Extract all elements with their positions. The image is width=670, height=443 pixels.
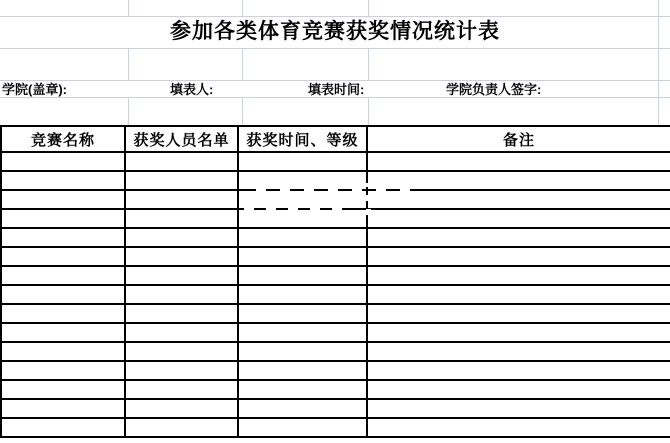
table-cell[interactable] <box>368 191 670 210</box>
table-cell[interactable] <box>2 362 126 381</box>
gridline-vertical <box>242 48 243 80</box>
table-cell[interactable] <box>2 191 126 210</box>
table-cell[interactable] <box>126 210 239 229</box>
table-cell[interactable] <box>2 343 126 362</box>
table-cell[interactable] <box>368 362 670 381</box>
table-cell[interactable] <box>239 324 368 343</box>
table-cell[interactable] <box>126 267 239 286</box>
table-cell[interactable] <box>239 419 368 438</box>
table-cell[interactable] <box>2 229 126 248</box>
table-cell[interactable] <box>368 248 670 267</box>
table-cell[interactable] <box>368 172 670 191</box>
table-cell[interactable] <box>239 248 368 267</box>
table-cell[interactable] <box>126 286 239 305</box>
table-cell[interactable] <box>2 267 126 286</box>
gridline-horizontal <box>0 48 670 49</box>
table-header-cell[interactable]: 获奖时间、等级 <box>239 127 368 153</box>
table-cell[interactable] <box>368 210 670 229</box>
table-cell[interactable] <box>239 362 368 381</box>
table-cell[interactable] <box>239 267 368 286</box>
table-header-cell[interactable]: 获奖人员名单 <box>126 127 239 153</box>
table-cell[interactable] <box>2 400 126 419</box>
table-header-cell[interactable]: 备注 <box>368 127 670 153</box>
table-cell[interactable] <box>2 172 126 191</box>
table-cell[interactable] <box>239 400 368 419</box>
table-cell[interactable] <box>368 419 670 438</box>
table-cell[interactable] <box>239 305 368 324</box>
table-cell[interactable] <box>239 153 368 172</box>
table-cell[interactable] <box>2 153 126 172</box>
gridline-vertical <box>128 0 129 16</box>
table-cell[interactable] <box>126 229 239 248</box>
table-cell[interactable] <box>368 381 670 400</box>
table-cell[interactable] <box>2 248 126 267</box>
table-cell[interactable] <box>126 419 239 438</box>
table-cell[interactable] <box>239 210 368 229</box>
table-cell[interactable] <box>126 172 239 191</box>
gridline-horizontal <box>0 97 670 98</box>
gridline-horizontal <box>0 80 670 81</box>
college-seal-label: 学院(盖章): <box>2 82 67 97</box>
watermark-artifact <box>366 183 371 215</box>
table-cell[interactable] <box>368 305 670 324</box>
table-cell[interactable] <box>368 400 670 419</box>
table-cell[interactable] <box>368 286 670 305</box>
table-cell[interactable] <box>126 248 239 267</box>
table-cell[interactable] <box>126 324 239 343</box>
watermark-artifact <box>232 207 344 212</box>
table-cell[interactable] <box>126 362 239 381</box>
signature-label: 学院负责人签字: <box>446 82 542 97</box>
table-cell[interactable] <box>368 324 670 343</box>
table-cell[interactable] <box>126 153 239 172</box>
gridline-vertical <box>368 97 369 125</box>
fill-time-label: 填表时间: <box>308 82 365 97</box>
table-cell[interactable] <box>2 210 126 229</box>
table-cell[interactable] <box>2 324 126 343</box>
table-cell[interactable] <box>2 286 126 305</box>
awards-table <box>0 125 670 438</box>
table-cell[interactable] <box>239 381 368 400</box>
table-cell[interactable] <box>126 381 239 400</box>
table-cell[interactable] <box>126 343 239 362</box>
table-cell[interactable] <box>239 229 368 248</box>
table-cell[interactable] <box>2 305 126 324</box>
table-cell[interactable] <box>126 191 239 210</box>
gridline-vertical <box>242 97 243 125</box>
gridline-vertical <box>128 97 129 125</box>
table-cell[interactable] <box>368 229 670 248</box>
table-header-cell[interactable]: 竞赛名称 <box>2 127 126 153</box>
watermark-artifact <box>256 189 410 193</box>
gridline-vertical <box>368 48 369 80</box>
table-cell[interactable] <box>2 419 126 438</box>
table-cell[interactable] <box>368 153 670 172</box>
page-title: 参加各类体育竞赛获奖情况统计表 <box>170 20 500 43</box>
table-cell[interactable] <box>126 305 239 324</box>
table-cell[interactable] <box>126 400 239 419</box>
table-cell[interactable] <box>239 343 368 362</box>
table-cell[interactable] <box>2 381 126 400</box>
form-filler-label: 填表人: <box>170 82 214 97</box>
table-cell[interactable] <box>368 267 670 286</box>
table-cell[interactable] <box>368 343 670 362</box>
table-cell[interactable] <box>239 286 368 305</box>
gridline-vertical <box>242 0 243 16</box>
gridline-vertical <box>368 0 369 16</box>
gridline-vertical <box>128 48 129 80</box>
